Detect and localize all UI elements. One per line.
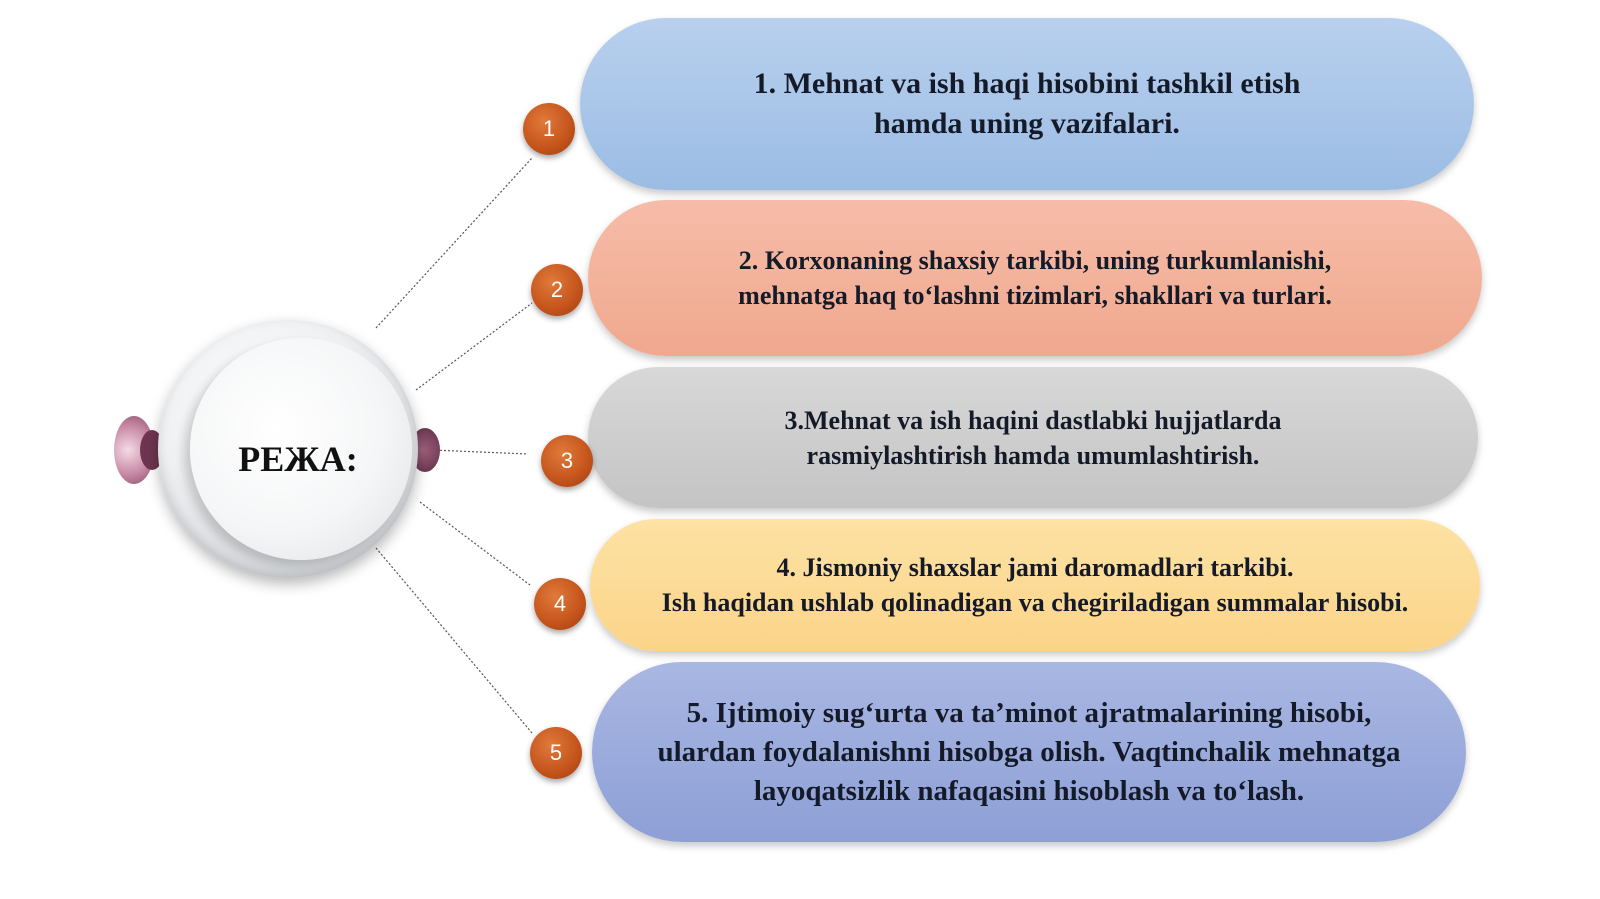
connector-line-2 xyxy=(416,303,532,390)
plan-item-5-text: 5. Ijtimoiy sug‘urta va ta’minot ajratmalarining hisobi, ulardan foydalanishni hisobga olish. Vaqtinchalik mehnatga layoqatsizlik nafaqasini hisoblash va to‘lash. xyxy=(657,696,1401,807)
plan-item-1-text: 1. Mehnat va ish haqi hisobini tashkil etish hamda uning vazifalari. xyxy=(753,67,1301,140)
number-badge-5: 5 xyxy=(530,727,582,779)
connector-line-5 xyxy=(376,548,532,733)
plan-item-5 xyxy=(592,662,1466,842)
connector-line-3 xyxy=(432,450,528,454)
connector-line-1 xyxy=(376,158,532,328)
plan-item-4-text: 4. Jismoniy shaxslar jami daromadlari tarkibi. Ish haqidan ushlab qolinadigan va chegiriladigan summalar hisobi. xyxy=(661,553,1409,617)
number-badge-1: 1 xyxy=(523,103,575,155)
number-badge-2: 2 xyxy=(531,264,583,316)
plan-item-2-text: 2. Korxonaning shaxsiy tarkibi, uning turkumlanishi, mehnatga haq to‘lashni tizimlari, shakllari va turlari. xyxy=(738,246,1332,310)
hub-title: РЕЖА: xyxy=(238,439,358,479)
connector-line-4 xyxy=(420,502,530,585)
hub-circle xyxy=(158,320,418,578)
plan-item-4 xyxy=(590,519,1480,651)
plan-item-2 xyxy=(588,200,1482,356)
plan-item-1 xyxy=(580,18,1474,190)
number-badge-3: 3 xyxy=(541,435,593,487)
number-badge-4: 4 xyxy=(534,578,586,630)
plan-item-3 xyxy=(588,367,1478,508)
plan-item-3-text: 3.Mehnat va ish haqini dastlabki hujjatlarda rasmiylashtirish hamda umumlashtirish. xyxy=(784,405,1282,470)
